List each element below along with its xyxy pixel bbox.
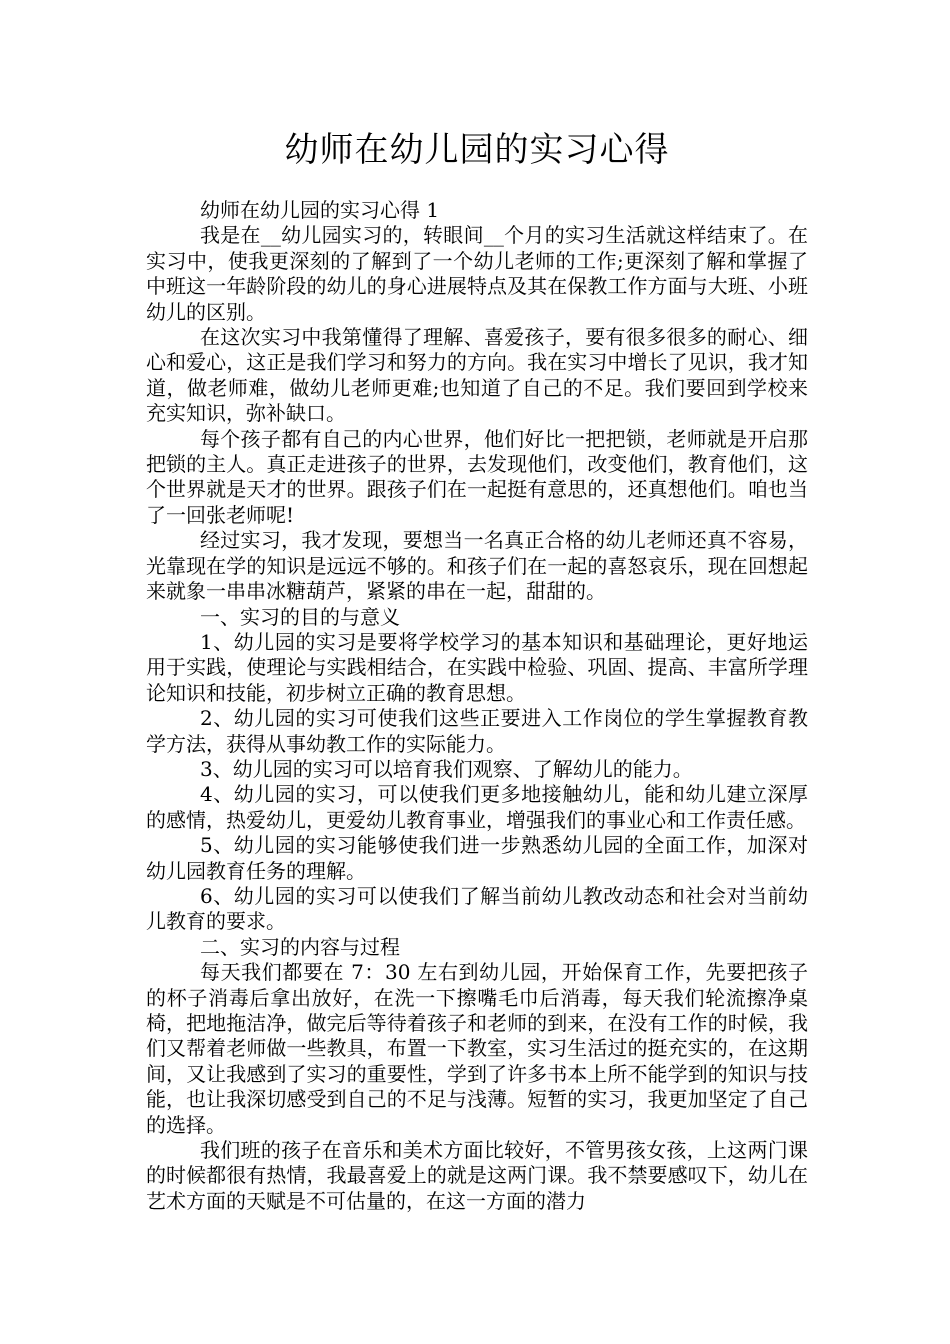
paragraph: 我是在__幼儿园实习的，转眼间__个月的实习生活就这样结束了。在实习中，使我更深刻的了解到了一个幼儿老师的工作;更深刻了解和掌握了中班这一年龄阶段的幼儿的身心进展特点及其在保教工作方面与大班、小班幼儿的区别。 xyxy=(146,223,808,324)
document-body xyxy=(146,198,808,1214)
paragraph: 经过实习，我才发现，要想当一名真正合格的幼儿老师还真不容易，光靠现在学的知识是远远不够的。和孩子们在一起的喜怒哀乐，现在回想起来就象一串串冰糖葫芦，紧紧的串在一起，甜甜的。 xyxy=(146,528,808,604)
paragraph: 每天我们都要在 7：30 左右到幼儿园，开始保育工作，先要把孩子的杯子消毒后拿出放好，在洗一下擦嘴毛巾后消毒，每天我们轮流擦净桌椅，把地拖洁净，做完后等待着孩子和老师的到来，在没有工作的时候，我们又帮着老师做一些教具，布置一下教室，实习生活过的挺充实的，在这期间，又让我感到了实习的重要性，学到了许多书本上所不能学到的知识与技能，也让我深切感受到自己的不足与浅薄。短暂的实习，我更加坚定了自己的选择。 xyxy=(146,960,808,1137)
paragraph: 在这次实习中我第懂得了理解、喜爱孩子，要有很多很多的耐心、细心和爱心，这正是我们学习和努力的方向。我在实习中增长了见识，我才知道，做老师难，做幼儿老师更难;也知道了自己的不足。我们要回到学校来充实知识，弥补缺口。 xyxy=(146,325,808,426)
document-title: 幼师在幼儿园的实习心得 xyxy=(284,130,670,170)
paragraph: 每个孩子都有自己的内心世界，他们好比一把把锁，老师就是开启那把锁的主人。真正走进孩子的世界，去发现他们，改变他们，教育他们，这个世界就是天才的世界。跟孩子们在一起挺有意思的，还真想他们。咱也当了一回张老师呢! xyxy=(146,426,808,527)
section-heading: 一、实习的目的与意义 xyxy=(200,604,400,629)
list-item: 3、幼儿园的实习可以培育我们观察、了解幼儿的能力。 xyxy=(200,756,693,781)
list-item: 1、幼儿园的实习是要将学校学习的基本知识和基础理论，更好地运用于实践，使理论与实践相结合，在实践中检验、巩固、提高、丰富所学理论知识和技能，初步树立正确的教育思想。 xyxy=(146,629,808,705)
list-item: 6、幼儿园的实习可以使我们了解当前幼儿教改动态和社会对当前幼儿教育的要求。 xyxy=(146,883,808,934)
section-heading: 幼师在幼儿园的实习心得 1 xyxy=(200,198,440,222)
list-item: 4、幼儿园的实习，可以使我们更多地接触幼儿，能和幼儿建立深厚的感情，热爱幼儿，更爱幼儿教育事业，增强我们的事业心和工作责任感。 xyxy=(146,782,808,832)
section-heading: 二、实习的内容与过程 xyxy=(200,934,400,959)
paragraph: 我们班的孩子在音乐和美术方面比较好，不管男孩女孩，上这两门课的时候都很有热情，我最喜爱上的就是这两门课。我不禁要感叹下，幼儿在艺术方面的天赋是不可估量的，在这一方面的潜力 xyxy=(146,1138,808,1213)
list-item: 2、幼儿园的实习可使我们这些正要进入工作岗位的学生掌握教育教学方法，获得从事幼教工作的实际能力。 xyxy=(146,706,808,756)
list-item: 5、幼儿园的实习能够使我们进一步熟悉幼儿园的全面工作，加深对幼儿园教育任务的理解。 xyxy=(146,833,808,883)
